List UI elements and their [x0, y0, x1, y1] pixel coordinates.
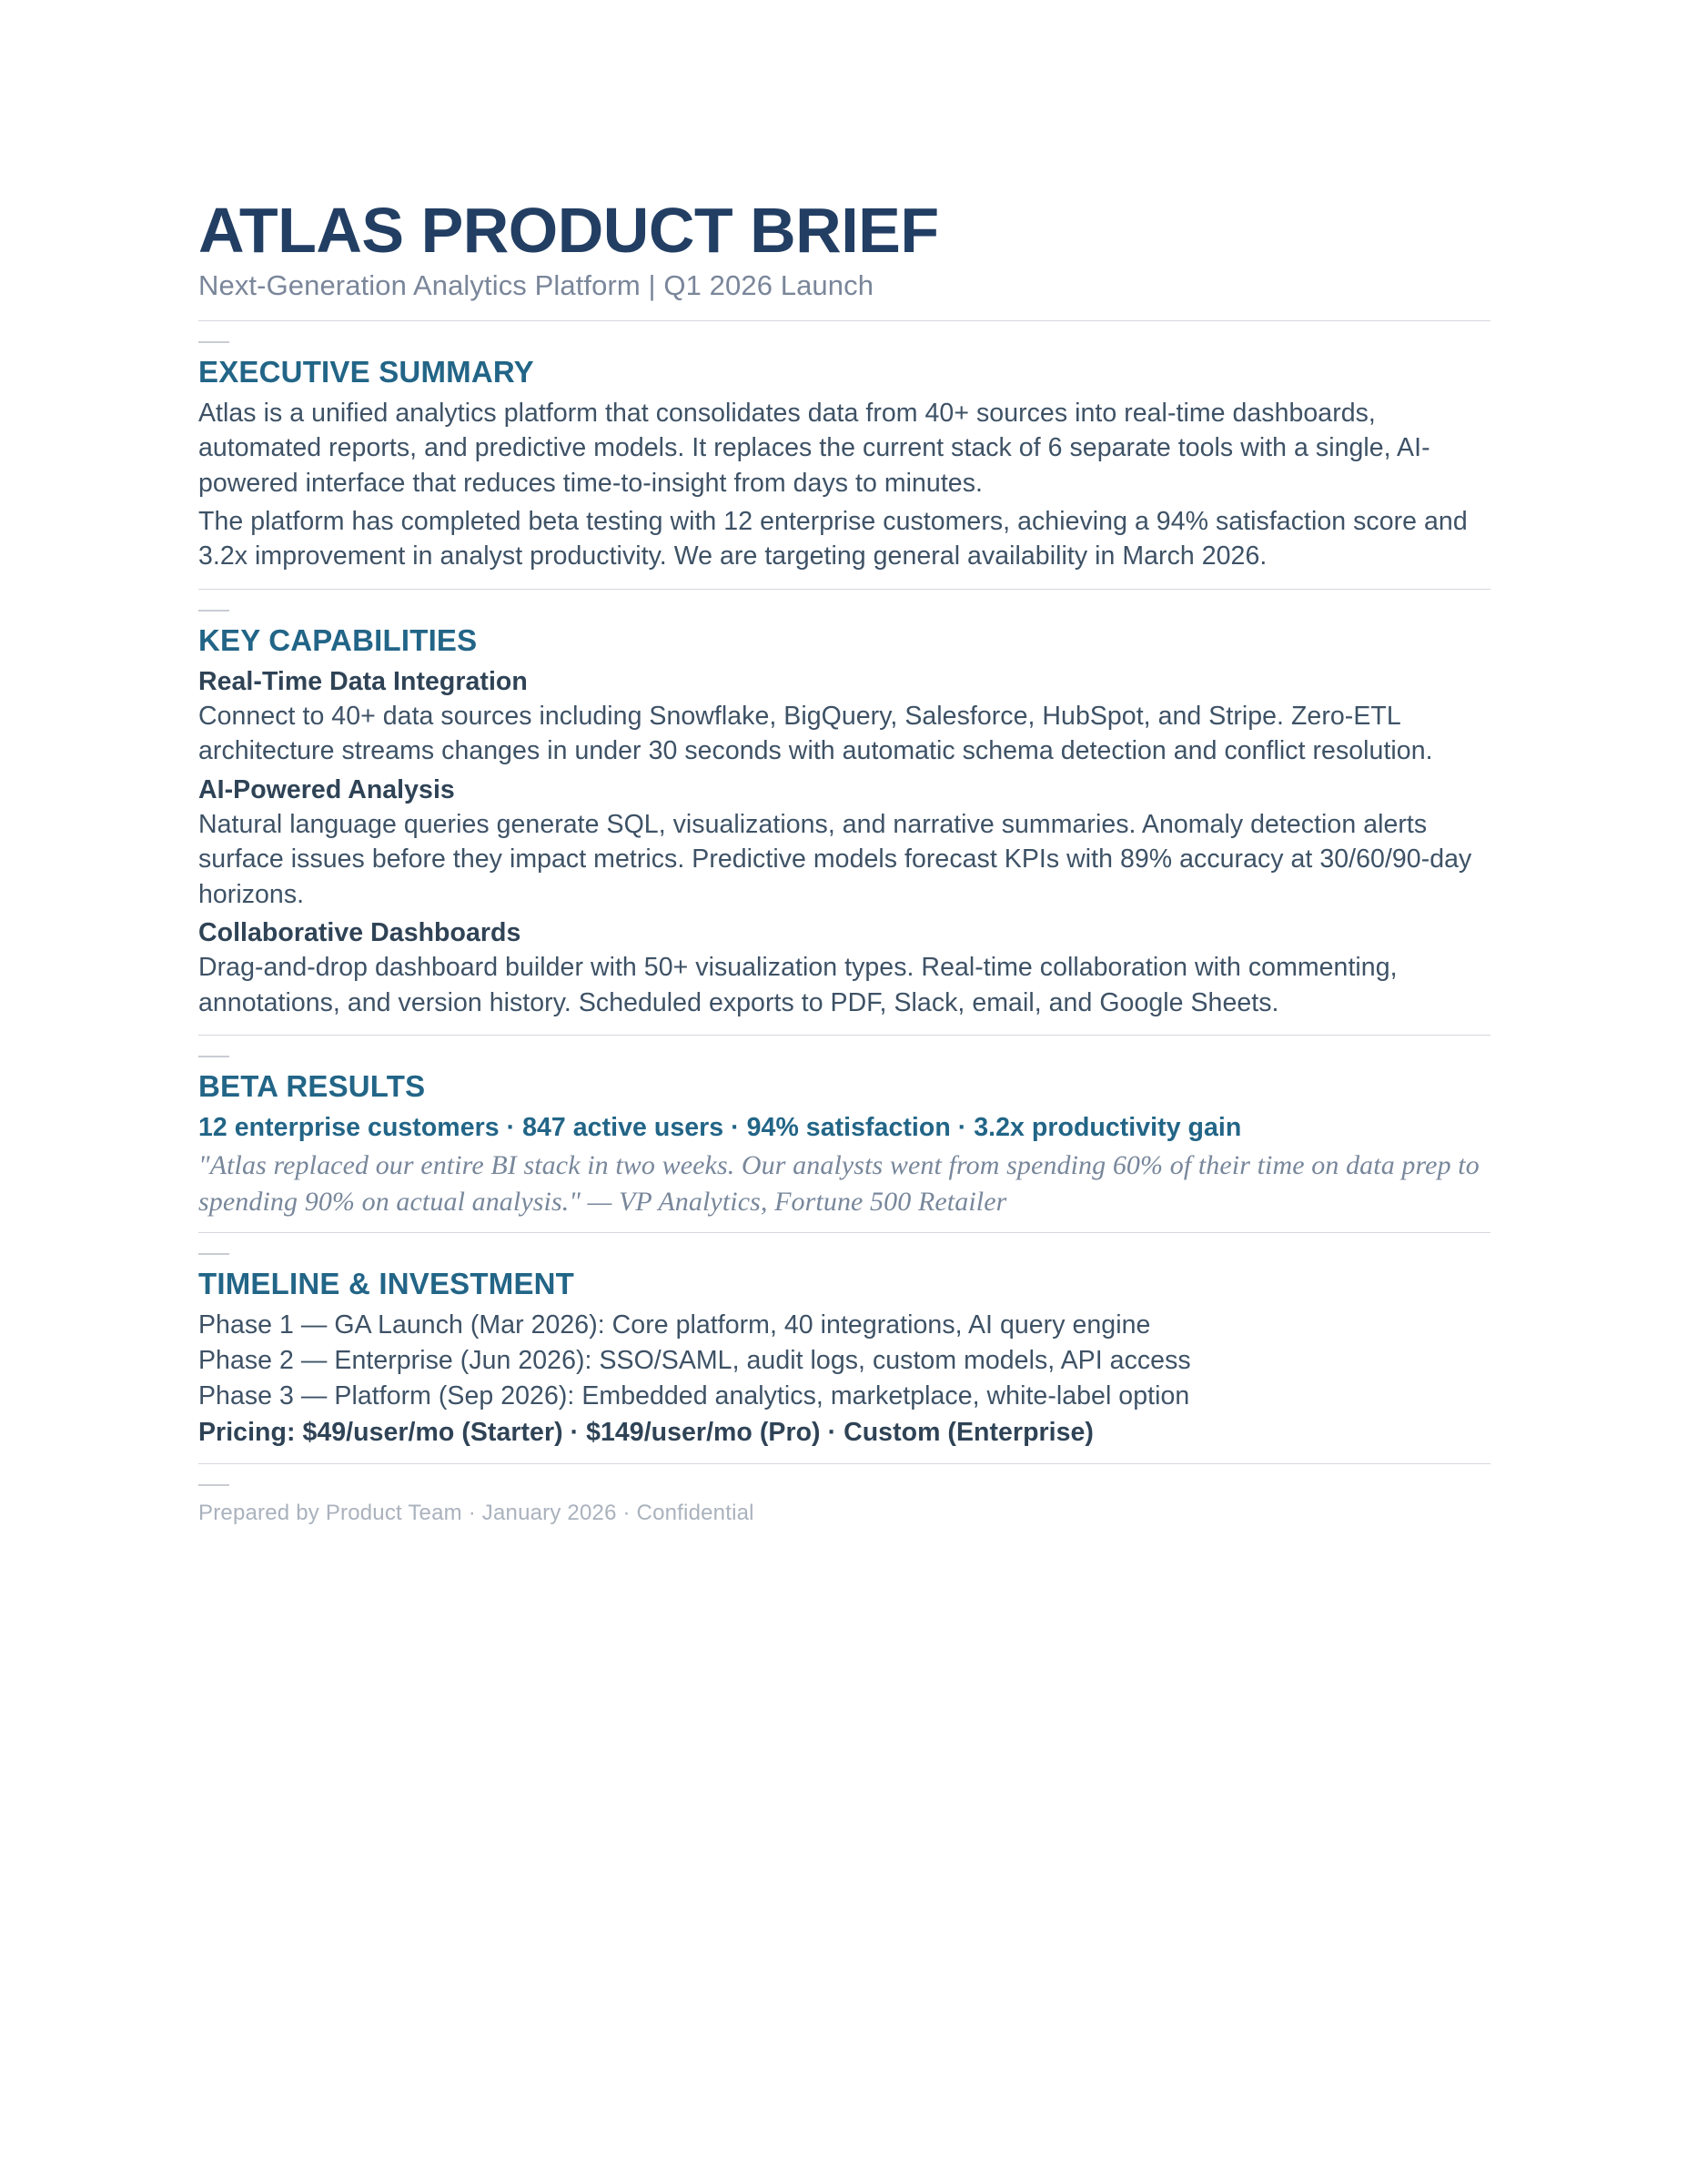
section-tick-executive-summary [198, 341, 229, 343]
document-subtitle: Next-Generation Analytics Platform | Q1 2026 Launch [198, 269, 874, 302]
section-tick-timeline-investment [198, 1253, 229, 1255]
divider-after-beta-results [198, 1232, 1490, 1233]
beta-results-metrics-line: 12 enterprise customers · 847 active users · 94% satisfaction · 3.2x productivity gain [198, 1112, 1242, 1142]
section-heading-key-capabilities: KEY CAPABILITIES [198, 622, 478, 657]
capability-name-collaborative-dashboards: Collaborative Dashboards [198, 917, 521, 947]
capability-name-ai-powered-analysis: AI-Powered Analysis [198, 774, 455, 804]
section-timeline-investment [198, 1268, 1490, 1463]
divider-after-executive-summary [198, 589, 1490, 590]
capability-description-collaborative-dashboards: Drag-and-drop dashboard builder with 50+ visualization types. Real-time collaboration with commenting, annotations, and version history. Scheduled exports to PDF, Slack, email, and Google Sheets. [198, 953, 1398, 1017]
divider-after-timeline-investment [198, 1463, 1490, 1464]
section-beta-results [198, 1070, 1490, 1232]
executive-summary-paragraph-1: Atlas is a unified analytics platform that consolidates data from 40+ sources into real-time dashboards, automated reports, and predictive models. It replaces the current stack of 6 separate tools with a single, AI-powered interface that reduces time-to-insight from days to minutes. [198, 399, 1430, 498]
customer-testimonial-quote: "Atlas replaced our entire BI stack in two weeks. Our analysts went from spending 60% of their time on data prep to spending 90% on actual analysis." — VP Analytics, Fortune 500 Retailer [198, 1150, 1480, 1217]
document-footer [198, 1499, 1490, 1527]
timeline-phase-3: Phase 3 — Platform (Sep 2026): Embedded analytics, marketplace, white-label option [198, 1380, 1190, 1410]
document-masthead [198, 195, 1490, 304]
divider-after-masthead [198, 320, 1490, 321]
pricing-line: Pricing: $49/user/mo (Starter) · $149/user/mo (Pro) · Custom (Enterprise) [198, 1417, 1094, 1447]
section-tick-beta-results [198, 1056, 229, 1057]
section-tick-key-capabilities [198, 610, 229, 612]
section-tick-footer [198, 1484, 229, 1486]
section-heading-executive-summary: EXECUTIVE SUMMARY [198, 355, 534, 389]
section-key-capabilities [198, 624, 1490, 1035]
footer-metadata: Prepared by Product Team · January 2026 · Confidential [198, 1500, 754, 1525]
section-heading-beta-results: BETA RESULTS [198, 1068, 426, 1103]
capability-name-real-time-data-integration: Real-Time Data Integration [198, 666, 528, 696]
document-content [198, 195, 1490, 1527]
section-executive-summary [198, 356, 1490, 589]
timeline-phase-1: Phase 1 — GA Launch (Mar 2026): Core platform, 40 integrations, AI query engine [198, 1309, 1151, 1340]
timeline-phase-2: Phase 2 — Enterprise (Jun 2026): SSO/SAML, audit logs, custom models, API access [198, 1345, 1191, 1375]
divider-after-key-capabilities [198, 1035, 1490, 1036]
page-title: ATLAS PRODUCT BRIEF [198, 195, 939, 266]
capability-description-real-time-data-integration: Connect to 40+ data sources including Snowflake, BigQuery, Salesforce, HubSpot, and Stripe. Zero-ETL architecture streams changes in under 30 seconds with automatic schema detection and conflict resolution. [198, 702, 1433, 766]
capability-description-ai-powered-analysis: Natural language queries generate SQL, visualizations, and narrative summaries. Anomaly detection alerts surface issues before they impact metrics. Predictive models forecast KPIs with 89% accuracy at 30/60/90-day horizons. [198, 810, 1472, 909]
executive-summary-paragraph-2: The platform has completed beta testing with 12 enterprise customers, achieving a 94% satisfaction score and 3.2x improvement in analyst productivity. We are targeting general availability in March 2026. [198, 507, 1468, 571]
section-heading-timeline-investment: TIMELINE & INVESTMENT [198, 1266, 575, 1300]
